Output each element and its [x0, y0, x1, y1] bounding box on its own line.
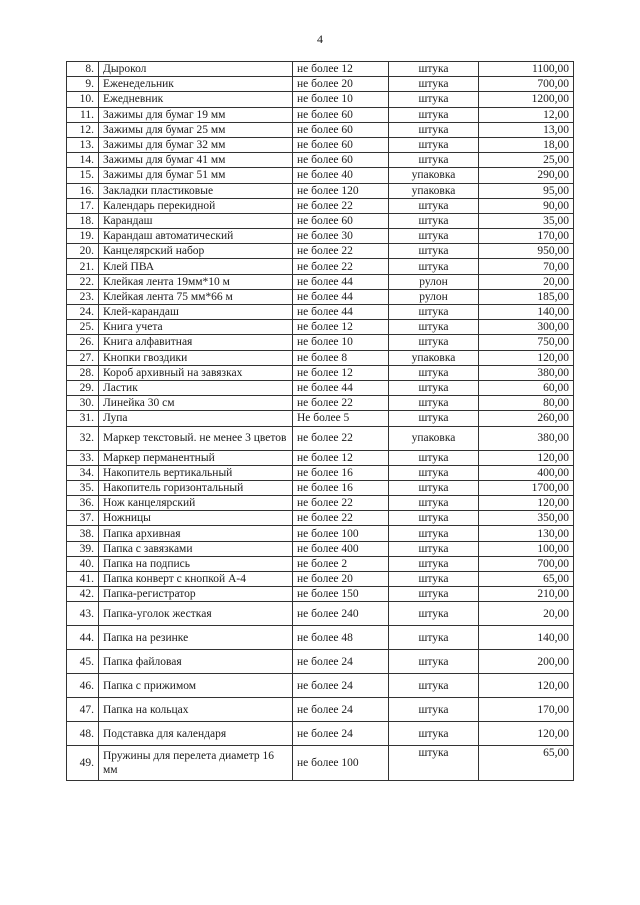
item-name: Книга алфавитная: [99, 335, 293, 350]
item-unit: штука: [389, 380, 479, 395]
item-price: 140,00: [479, 626, 574, 650]
item-unit: штука: [389, 526, 479, 541]
item-name: Карандаш автоматический: [99, 229, 293, 244]
item-number: 22.: [67, 274, 99, 289]
table-row: [67, 380, 574, 395]
item-quantity: не более 22: [293, 511, 389, 526]
item-number: 49.: [67, 746, 99, 781]
item-price: 260,00: [479, 411, 574, 426]
table-row: [67, 650, 574, 674]
table-row: [67, 350, 574, 365]
page-number: 4: [317, 32, 323, 46]
item-name: Дырокол: [99, 62, 293, 77]
item-quantity: не более 12: [293, 320, 389, 335]
item-name: Маркер перманентный: [99, 450, 293, 465]
item-quantity: не более 60: [293, 213, 389, 228]
item-price: 380,00: [479, 365, 574, 380]
item-unit: штука: [389, 320, 479, 335]
item-number: 19.: [67, 229, 99, 244]
item-number: 15.: [67, 168, 99, 183]
item-quantity: не более 24: [293, 698, 389, 722]
item-unit: штука: [389, 107, 479, 122]
item-unit: упаковка: [389, 168, 479, 183]
item-number: 28.: [67, 365, 99, 380]
item-price: 350,00: [479, 511, 574, 526]
item-unit: штука: [389, 465, 479, 480]
item-name: Клейкая лента 75 мм*66 м: [99, 289, 293, 304]
item-number: 13.: [67, 137, 99, 152]
item-name: Папка на кольцах: [99, 698, 293, 722]
item-name: Папка на подпись: [99, 556, 293, 571]
item-number: 36.: [67, 496, 99, 511]
item-price: 300,00: [479, 320, 574, 335]
item-quantity: не более 44: [293, 305, 389, 320]
table-row: [67, 335, 574, 350]
item-number: 26.: [67, 335, 99, 350]
item-unit: штука: [389, 698, 479, 722]
item-name: Клей ПВА: [99, 259, 293, 274]
item-quantity: не более 22: [293, 244, 389, 259]
item-number: 42.: [67, 587, 99, 602]
item-number: 46.: [67, 674, 99, 698]
table-row: [67, 746, 574, 781]
table-row: [67, 213, 574, 228]
item-price: 380,00: [479, 426, 574, 450]
item-number: 37.: [67, 511, 99, 526]
item-price: 20,00: [479, 274, 574, 289]
item-number: 24.: [67, 305, 99, 320]
item-quantity: не более 20: [293, 572, 389, 587]
item-unit: штука: [389, 365, 479, 380]
item-name: Накопитель вертикальный: [99, 465, 293, 480]
item-price: 170,00: [479, 229, 574, 244]
table-row: [67, 168, 574, 183]
table-row: [67, 107, 574, 122]
item-number: 34.: [67, 465, 99, 480]
item-name: Клейкая лента 19мм*10 м: [99, 274, 293, 289]
item-unit: штука: [389, 450, 479, 465]
item-name: Зажимы для бумаг 41 мм: [99, 153, 293, 168]
item-price: 80,00: [479, 396, 574, 411]
item-name: Книга учета: [99, 320, 293, 335]
item-price: 130,00: [479, 526, 574, 541]
item-quantity: Не более 5: [293, 411, 389, 426]
item-unit: штука: [389, 335, 479, 350]
item-unit: штука: [389, 722, 479, 746]
item-price: 20,00: [479, 602, 574, 626]
item-number: 9.: [67, 77, 99, 92]
item-unit: штука: [389, 480, 479, 495]
item-price: 120,00: [479, 350, 574, 365]
item-name: Канцелярский набор: [99, 244, 293, 259]
item-price: 70,00: [479, 259, 574, 274]
item-price: 12,00: [479, 107, 574, 122]
item-price: 120,00: [479, 496, 574, 511]
item-price: 1100,00: [479, 62, 574, 77]
item-quantity: не более 24: [293, 650, 389, 674]
item-price: 170,00: [479, 698, 574, 722]
table-row: [67, 511, 574, 526]
item-quantity: не более 240: [293, 602, 389, 626]
table-row: [67, 62, 574, 77]
item-quantity: не более 12: [293, 450, 389, 465]
item-unit: штука: [389, 602, 479, 626]
item-number: 18.: [67, 213, 99, 228]
table-row: [67, 396, 574, 411]
table-row: [67, 698, 574, 722]
item-quantity: не более 10: [293, 335, 389, 350]
item-price: 35,00: [479, 213, 574, 228]
table-row: [67, 450, 574, 465]
table-row: [67, 722, 574, 746]
item-quantity: не более 20: [293, 77, 389, 92]
item-quantity: не более 120: [293, 183, 389, 198]
item-name: Зажимы для бумаг 19 мм: [99, 107, 293, 122]
item-quantity: не более 100: [293, 526, 389, 541]
item-price: 700,00: [479, 556, 574, 571]
item-unit: штука: [389, 674, 479, 698]
items-table-body: [67, 62, 574, 781]
table-row: [67, 137, 574, 152]
item-unit: штука: [389, 746, 479, 781]
item-number: 45.: [67, 650, 99, 674]
item-name: Лупа: [99, 411, 293, 426]
item-name: Папка файловая: [99, 650, 293, 674]
item-unit: упаковка: [389, 426, 479, 450]
item-quantity: не более 22: [293, 426, 389, 450]
item-number: 14.: [67, 153, 99, 168]
item-number: 10.: [67, 92, 99, 107]
item-name: Карандаш: [99, 213, 293, 228]
item-unit: штука: [389, 122, 479, 137]
item-unit: штука: [389, 496, 479, 511]
item-number: 47.: [67, 698, 99, 722]
item-quantity: не более 12: [293, 365, 389, 380]
item-number: 21.: [67, 259, 99, 274]
item-price: 950,00: [479, 244, 574, 259]
item-quantity: не более 8: [293, 350, 389, 365]
item-name: Короб архивный на завязках: [99, 365, 293, 380]
item-name: Папка с завязками: [99, 541, 293, 556]
table-row: [67, 526, 574, 541]
item-price: 13,00: [479, 122, 574, 137]
item-unit: штука: [389, 92, 479, 107]
item-price: 120,00: [479, 450, 574, 465]
item-number: 30.: [67, 396, 99, 411]
item-quantity: не более 2: [293, 556, 389, 571]
table-row: [67, 259, 574, 274]
item-price: 18,00: [479, 137, 574, 152]
item-price: 290,00: [479, 168, 574, 183]
item-price: 90,00: [479, 198, 574, 213]
item-price: 100,00: [479, 541, 574, 556]
item-unit: рулон: [389, 289, 479, 304]
table-row: [67, 496, 574, 511]
item-price: 1700,00: [479, 480, 574, 495]
item-quantity: не более 44: [293, 289, 389, 304]
item-quantity: не более 100: [293, 746, 389, 781]
item-price: 120,00: [479, 722, 574, 746]
table-row: [67, 365, 574, 380]
item-price: 65,00: [479, 572, 574, 587]
item-quantity: не более 400: [293, 541, 389, 556]
item-number: 25.: [67, 320, 99, 335]
item-unit: штука: [389, 411, 479, 426]
item-number: 27.: [67, 350, 99, 365]
item-number: 32.: [67, 426, 99, 450]
item-price: 700,00: [479, 77, 574, 92]
item-number: 38.: [67, 526, 99, 541]
item-quantity: не более 40: [293, 168, 389, 183]
item-unit: штука: [389, 259, 479, 274]
item-name: Кнопки гвоздики: [99, 350, 293, 365]
item-unit: штука: [389, 244, 479, 259]
item-number: 16.: [67, 183, 99, 198]
item-price: 185,00: [479, 289, 574, 304]
item-quantity: не более 10: [293, 92, 389, 107]
table-row: [67, 465, 574, 480]
item-name: Закладки пластиковые: [99, 183, 293, 198]
item-price: 140,00: [479, 305, 574, 320]
table-row: [67, 587, 574, 602]
item-number: 48.: [67, 722, 99, 746]
item-unit: рулон: [389, 274, 479, 289]
item-unit: штука: [389, 556, 479, 571]
item-name: Пружины для перелета диаметр 16 мм: [99, 746, 293, 781]
item-quantity: не более 16: [293, 480, 389, 495]
item-number: 17.: [67, 198, 99, 213]
table-row: [67, 274, 574, 289]
item-name: Нож канцелярский: [99, 496, 293, 511]
table-row: [67, 77, 574, 92]
table-row: [67, 572, 574, 587]
item-number: 20.: [67, 244, 99, 259]
item-name: Папка-регистратор: [99, 587, 293, 602]
item-price: 750,00: [479, 335, 574, 350]
item-unit: штука: [389, 541, 479, 556]
item-quantity: не более 22: [293, 496, 389, 511]
item-name: Клей-карандаш: [99, 305, 293, 320]
item-name: Папка архивная: [99, 526, 293, 541]
item-quantity: не более 150: [293, 587, 389, 602]
item-name: Линейка 30 см: [99, 396, 293, 411]
item-price: 400,00: [479, 465, 574, 480]
item-unit: штука: [389, 62, 479, 77]
item-name: Календарь перекидной: [99, 198, 293, 213]
item-price: 120,00: [479, 674, 574, 698]
item-unit: штука: [389, 572, 479, 587]
item-price: 25,00: [479, 153, 574, 168]
item-unit: штука: [389, 137, 479, 152]
item-unit: штука: [389, 650, 479, 674]
table-row: [67, 674, 574, 698]
item-unit: упаковка: [389, 350, 479, 365]
table-row: [67, 229, 574, 244]
item-name: Зажимы для бумаг 25 мм: [99, 122, 293, 137]
item-number: 44.: [67, 626, 99, 650]
table-row: [67, 556, 574, 571]
item-price: 60,00: [479, 380, 574, 395]
item-number: 43.: [67, 602, 99, 626]
item-unit: штука: [389, 626, 479, 650]
item-unit: штука: [389, 77, 479, 92]
item-quantity: не более 60: [293, 137, 389, 152]
table-row: [67, 602, 574, 626]
item-unit: упаковка: [389, 183, 479, 198]
item-name: Ежедневник: [99, 92, 293, 107]
table-row: [67, 198, 574, 213]
item-number: 29.: [67, 380, 99, 395]
item-quantity: не более 44: [293, 380, 389, 395]
item-quantity: не более 60: [293, 107, 389, 122]
item-name: Зажимы для бумаг 32 мм: [99, 137, 293, 152]
item-quantity: не более 60: [293, 153, 389, 168]
item-price: 210,00: [479, 587, 574, 602]
item-unit: штука: [389, 587, 479, 602]
item-quantity: не более 24: [293, 674, 389, 698]
item-number: 35.: [67, 480, 99, 495]
table-row: [67, 183, 574, 198]
item-quantity: не более 60: [293, 122, 389, 137]
item-name: Папка конверт с кнопкой А-4: [99, 572, 293, 587]
item-price: 200,00: [479, 650, 574, 674]
items-table: [66, 61, 574, 781]
item-quantity: не более 16: [293, 465, 389, 480]
item-unit: штука: [389, 396, 479, 411]
item-price: 65,00: [479, 746, 574, 781]
item-number: 8.: [67, 62, 99, 77]
item-quantity: не более 22: [293, 259, 389, 274]
table-row: [67, 153, 574, 168]
item-quantity: не более 44: [293, 274, 389, 289]
table-row: [67, 626, 574, 650]
item-unit: штука: [389, 213, 479, 228]
item-quantity: не более 22: [293, 396, 389, 411]
item-number: 11.: [67, 107, 99, 122]
item-name: Подставка для календаря: [99, 722, 293, 746]
table-row: [67, 92, 574, 107]
item-name: Еженедельник: [99, 77, 293, 92]
item-name: Папка на резинке: [99, 626, 293, 650]
item-unit: штука: [389, 198, 479, 213]
table-row: [67, 122, 574, 137]
item-number: 31.: [67, 411, 99, 426]
table-row: [67, 320, 574, 335]
table-row: [67, 244, 574, 259]
item-number: 23.: [67, 289, 99, 304]
item-number: 40.: [67, 556, 99, 571]
item-name: Папка с прижимом: [99, 674, 293, 698]
item-name: Ножницы: [99, 511, 293, 526]
table-row: [67, 426, 574, 450]
table-row: [67, 480, 574, 495]
item-quantity: не более 22: [293, 198, 389, 213]
table-row: [67, 411, 574, 426]
table-row: [67, 305, 574, 320]
item-unit: штука: [389, 229, 479, 244]
item-number: 41.: [67, 572, 99, 587]
item-name: Зажимы для бумаг 51 мм: [99, 168, 293, 183]
item-number: 33.: [67, 450, 99, 465]
item-quantity: не более 48: [293, 626, 389, 650]
item-name: Папка-уголок жесткая: [99, 602, 293, 626]
item-price: 95,00: [479, 183, 574, 198]
item-quantity: не более 30: [293, 229, 389, 244]
item-price: 1200,00: [479, 92, 574, 107]
item-name: Накопитель горизонтальный: [99, 480, 293, 495]
item-name: Ластик: [99, 380, 293, 395]
item-unit: штука: [389, 153, 479, 168]
item-quantity: не более 24: [293, 722, 389, 746]
item-number: 12.: [67, 122, 99, 137]
table-row: [67, 541, 574, 556]
item-unit: штука: [389, 305, 479, 320]
item-quantity: не более 12: [293, 62, 389, 77]
item-number: 39.: [67, 541, 99, 556]
item-unit: штука: [389, 511, 479, 526]
table-row: [67, 289, 574, 304]
item-name: Маркер текстовый. не менее 3 цветов: [99, 426, 293, 450]
